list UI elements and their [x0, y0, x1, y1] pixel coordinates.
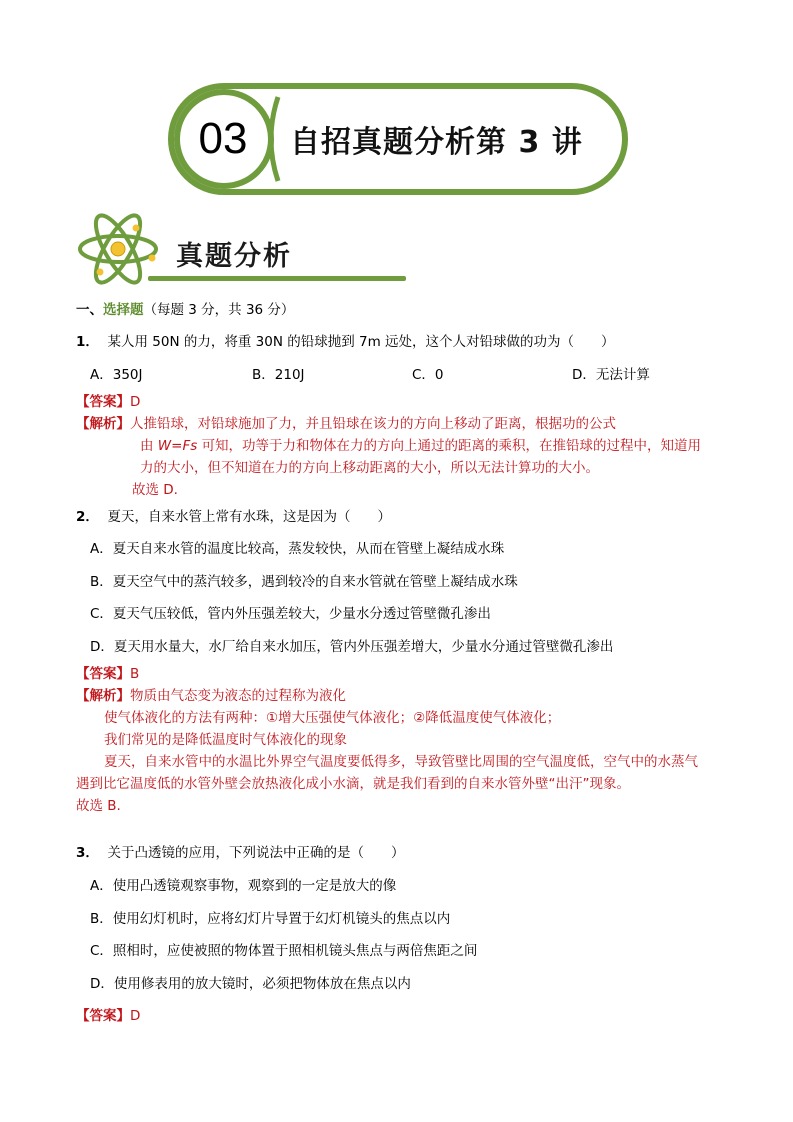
option-b: B．夏天空气中的蒸汽较多，遇到较冷的自来水管就在管壁上凝结成水珠	[90, 574, 518, 590]
question-2	[76, 507, 391, 527]
answer-value: B	[130, 666, 140, 682]
analysis-tag: 【解析】	[76, 688, 130, 704]
question-stem: 某人用 50N 的力，将重 30N 的铅球抛到 7m 远处，这个人对铅球做的功为（ ）	[107, 334, 615, 350]
analysis-2-line-2: 使气体液化的方法有两种：①增大压强使气体液化；②降低温度使气体液化；	[104, 710, 561, 726]
question-number: 2．	[76, 509, 99, 525]
option-c: C．照相时，应使被照的物体置于照相机镜头焦点与两倍焦距之间	[90, 943, 478, 959]
question-stem: 关于凸透镜的应用，下列说法中正确的是（ ）	[107, 845, 405, 861]
question-number: 1．	[76, 334, 99, 350]
lesson-title: 自招真题分析第 3 讲	[290, 125, 583, 160]
option-d: D．夏天用水量大，水厂给自来水加压，管内外压强差增大，少量水分通过管壁微孔渗出	[90, 639, 614, 655]
formula-prefix: 由	[140, 438, 158, 454]
analysis-tag: 【解析】	[76, 416, 130, 432]
analysis-text: 可知，功等于力和物体在力的方向上通过的距离的乘积，在推铅球的过程中，知道用	[201, 438, 702, 454]
answer-value: D	[130, 394, 141, 410]
answer-tag: 【答案】	[76, 666, 130, 682]
answer-value: D	[130, 1008, 141, 1024]
section-divider	[148, 276, 406, 281]
answer-3	[76, 1006, 140, 1026]
question-3	[76, 843, 405, 863]
analysis-1-line-2	[140, 436, 701, 456]
question-stem: 夏天，自来水管上常有水珠，这是因为（ ）	[107, 509, 391, 525]
analysis-text: 物质由气态变为液态的过程称为液化	[130, 688, 346, 704]
lesson-banner	[168, 83, 628, 195]
analysis-2-line-3: 我们常见的是降低温度时气体液化的现象	[104, 732, 347, 748]
analysis-1-line-4: 故选 D.	[132, 482, 178, 498]
analysis-2-line-6: 故选 B.	[76, 798, 121, 814]
lesson-number: 03	[198, 114, 248, 163]
analysis-1-line-1	[76, 414, 616, 434]
option-d: D．使用修表用的放大镜时，必须把物体放在焦点以内	[90, 976, 411, 992]
analysis-1-line-3: 力的大小，但不知道在力的方向上移动距离的大小，所以无法计算功的大小。	[140, 460, 599, 476]
option-a: A．使用凸透镜观察事物，观察到的一定是放大的像	[90, 878, 397, 894]
part-label: 一、	[76, 302, 103, 318]
option-b: B．210J	[252, 367, 305, 383]
option-d: D．无法计算	[572, 367, 650, 383]
answer-tag: 【答案】	[76, 1008, 130, 1024]
option-c: C．0	[412, 367, 444, 383]
part-name: 选择题	[103, 302, 144, 318]
answer-2	[76, 664, 139, 684]
part-note: （每题 3 分，共 36 分）	[143, 302, 295, 318]
section-title: 真题分析	[176, 241, 292, 272]
answer-1	[76, 392, 140, 412]
analysis-2-line-1	[76, 686, 346, 706]
option-c: C．夏天气压较低，管内外压强差较大，少量水分透过管壁微孔渗出	[90, 606, 491, 622]
option-b: B．使用幻灯机时，应将幻灯片导置于幻灯机镜头的焦点以内	[90, 911, 451, 927]
analysis-2-line-4: 夏天，自来水管中的水温比外界空气温度要低得多，导致管壁比周围的空气温度低，空气中的水蒸气	[104, 754, 698, 770]
formula: W=Fs	[157, 438, 198, 454]
analysis-text: 人推铅球，对铅球施加了力，并且铅球在该力的方向上移动了距离，根据功的公式	[130, 416, 616, 432]
part-heading	[76, 300, 294, 320]
analysis-2-line-5: 遇到比它温度低的水管外壁会放热液化成小水滴，就是我们看到的自来水管外壁“出汗”现象。	[76, 776, 630, 792]
option-a: A．350J	[90, 367, 143, 383]
answer-tag: 【答案】	[76, 394, 130, 410]
option-a: A．夏天自来水管的温度比较高，蒸发较快，从而在管壁上凝结成水珠	[90, 541, 505, 557]
question-number: 3．	[76, 845, 99, 861]
question-1	[76, 332, 615, 352]
